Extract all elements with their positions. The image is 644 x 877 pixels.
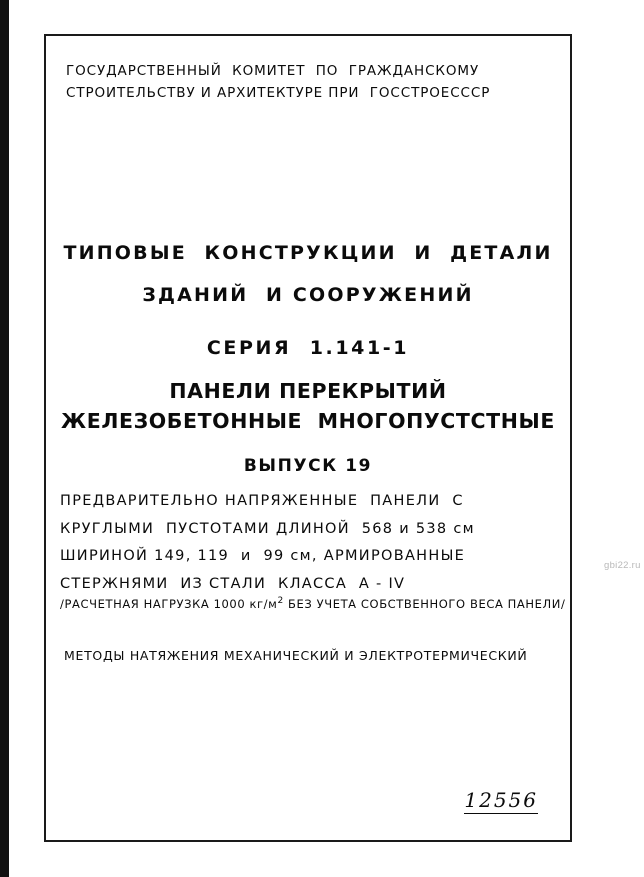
load-note-tail: БЕЗ УЧЕТА СОБСТВЕННОГО ВЕСА ПАНЕЛИ/ [283,596,566,611]
description-block [60,488,560,598]
document-number [464,788,538,815]
series-number-block [46,337,570,359]
watermark: gbi22.ru [604,560,641,571]
load-note-block [60,593,565,612]
load-note-exponent: 2 [277,596,284,606]
document-number-underline [464,813,538,815]
description-line-1: ПРЕДВАРИТЕЛЬНО НАПРЯЖЕННЫЕ ПАНЕЛИ С [60,493,464,509]
description-line-2: КРУГЛЫМИ ПУСТОТАМИ ДЛИНОЙ 568 и 538 см [60,520,475,537]
organization-block [66,60,556,104]
organization-line-2: СТРОИТЕЛЬСТВУ И АРХИТЕКТУРЕ ПРИ ГОССТРОЕСССР [66,85,491,101]
issue-number: ВЫПУСК 19 [243,456,373,476]
series-number: СЕРИЯ 1.141-1 [206,337,410,359]
series-title-line-1: ТИПОВЫЕ КОНСТРУКЦИИ И ДЕТАЛИ [63,242,553,264]
methods-block [64,648,564,663]
load-note [60,593,565,612]
organization-line-1: ГОСУДАРСТВЕННЫЙ КОМИТЕТ ПО ГРАЖДАНСКОМУ [66,63,480,79]
series-title-block [46,232,570,316]
main-title-line-2: ЖЕЛЕЗОБЕТОННЫЕ МНОГОПУСТСТНЫЕ [61,409,555,433]
document-number-value: 12556 [464,787,538,812]
issue-block [46,456,570,476]
description-line-4: СТЕРЖНЯМИ ИЗ СТАЛИ КЛАССА А - IV [60,575,406,592]
description-line-3: ШИРИНОЙ 149, 119 и 99 см, АРМИРОВАННЫЕ [60,548,466,564]
scan-edge-shadow [0,0,9,877]
load-note-main: /РАСЧЕТНАЯ НАГРУЗКА 1000 кг/м [60,596,278,611]
scan-edge-highlight [9,0,13,877]
document-sheet [44,34,572,842]
methods-line: МЕТОДЫ НАТЯЖЕНИЯ МЕХАНИЧЕСКИЙ И ЭЛЕКТРОТЕРМИЧЕСКИЙ [64,648,528,663]
main-title-block [46,376,570,436]
series-title-line-2: ЗДАНИЙ И СООРУЖЕНИЙ [142,284,474,306]
main-title-line-1: ПАНЕЛИ ПЕРЕКРЫТИЙ [169,379,447,403]
